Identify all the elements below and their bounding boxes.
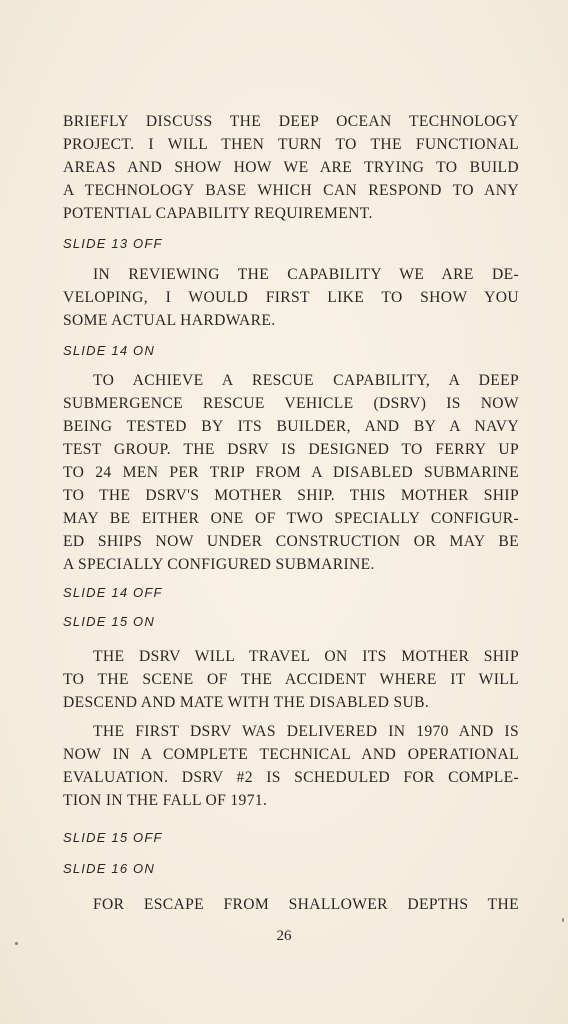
- text-line: ED SHIPS NOW UNDER CONSTRUCTION OR MAY BE: [63, 533, 519, 550]
- text-line: NOW IN A COMPLETE TECHNICAL AND OPERATIONAL: [63, 746, 519, 763]
- text-line: BRIEFLY DISCUSS THE DEEP OCEAN TECHNOLOGY: [63, 113, 519, 130]
- paragraph-capability: [63, 263, 519, 332]
- text-line: DESCEND AND MATE WITH THE DISABLED SUB.: [63, 694, 430, 711]
- text-line: TO THE SCENE OF THE ACCIDENT WHERE IT WILL: [63, 671, 519, 688]
- text-line: TO 24 MEN PER TRIP FROM A DISABLED SUBMARINE: [63, 464, 519, 481]
- paragraph-rescue: [63, 369, 519, 576]
- slide-cue-15-off: SLIDE 15 OFF: [63, 830, 163, 845]
- text-line: SOME ACTUAL HARDWARE.: [63, 312, 276, 329]
- paragraph-intro: [63, 110, 519, 225]
- text-line: THE DSRV WILL TRAVEL ON ITS MOTHER SHIP: [93, 648, 519, 665]
- text-line: PROJECT. I WILL THEN TURN TO THE FUNCTIONAL: [63, 136, 519, 153]
- text-line: TEST GROUP. THE DSRV IS DESIGNED TO FERRY UP: [63, 441, 519, 458]
- slide-cue-16-on: SLIDE 16 ON: [63, 861, 155, 876]
- paper-speck: [562, 918, 564, 922]
- slide-cue-13-off: SLIDE 13 OFF: [63, 236, 163, 251]
- slide-cue-14-off: SLIDE 14 OFF: [63, 585, 163, 600]
- slide-cue-15-on: SLIDE 15 ON: [63, 614, 155, 629]
- text-line: A SPECIALLY CONFIGURED SUBMARINE.: [63, 556, 375, 573]
- text-line: TION IN THE FALL OF 1971.: [63, 792, 268, 809]
- text-line: IN REVIEWING THE CAPABILITY WE ARE DE-: [93, 266, 519, 283]
- text-line: MAY BE EITHER ONE OF TWO SPECIALLY CONFIGUR-: [63, 510, 519, 527]
- text-line: TO THE DSRV'S MOTHER SHIP. THIS MOTHER SHIP: [63, 487, 519, 504]
- text-line: FOR ESCAPE FROM SHALLOWER DEPTHS THE: [93, 896, 519, 913]
- paragraph-escape: [63, 893, 519, 916]
- page-number: 26: [276, 928, 292, 944]
- paper-speck: [15, 942, 18, 945]
- text-line: VELOPING, I WOULD FIRST LIKE TO SHOW YOU: [63, 289, 519, 306]
- text-line: AREAS AND SHOW HOW WE ARE TRYING TO BUILD: [63, 159, 519, 176]
- text-line: A TECHNOLOGY BASE WHICH CAN RESPOND TO ANY: [63, 182, 519, 199]
- slide-cue-14-on: SLIDE 14 ON: [63, 343, 155, 358]
- text-line: POTENTIAL CAPABILITY REQUIREMENT.: [63, 205, 373, 222]
- text-line: TO ACHIEVE A RESCUE CAPABILITY, A DEEP: [93, 372, 519, 389]
- text-line: THE FIRST DSRV WAS DELIVERED IN 1970 AND IS: [93, 723, 519, 740]
- text-line: BEING TESTED BY ITS BUILDER, AND BY A NAVY: [63, 418, 519, 435]
- paragraph-travel: [63, 645, 519, 714]
- paragraph-delivery: [63, 720, 519, 812]
- text-line: EVALUATION. DSRV #2 IS SCHEDULED FOR COMPLE-: [63, 769, 519, 786]
- text-line: SUBMERGENCE RESCUE VEHICLE (DSRV) IS NOW: [63, 395, 519, 412]
